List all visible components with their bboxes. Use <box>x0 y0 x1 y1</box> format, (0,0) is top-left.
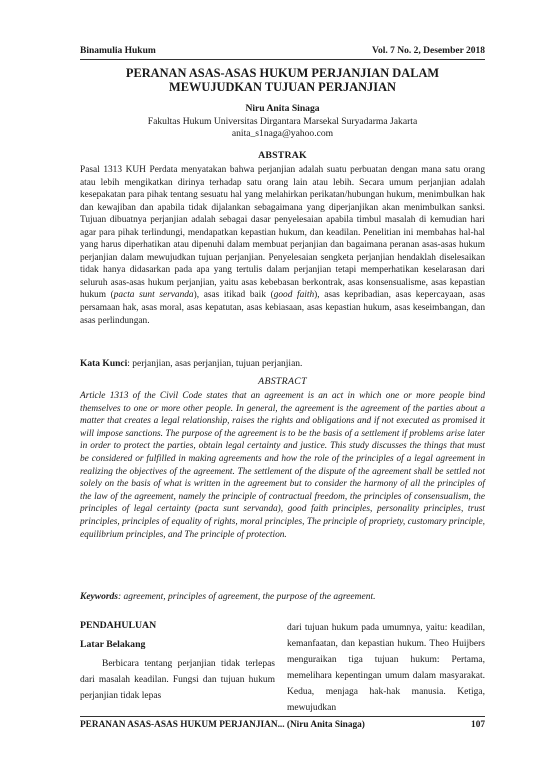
abstrak-heading: ABSTRAK <box>258 150 307 161</box>
journal-name: Binamulia Hukum <box>80 46 156 56</box>
article-title <box>80 66 485 94</box>
author-email: anita_s1naga@yahoo.com <box>231 128 334 139</box>
running-header <box>80 46 485 60</box>
abstrak-italic-1: pacta sunt servanda <box>113 290 194 301</box>
body-paragraph-right: dari tujuan hukum pada umumnya, yaitu: keadilan, kemanfaatan, dan kepastian hukum. Theo Huijbers menguraikan tiga tujuan hukum: Pertama, memelihara kepentingan umum dalam masyarakat. Kedua, menjaga hak-hak manusia. Ketiga, mewujudkan <box>287 623 485 714</box>
abstrak-part-1: Pasal 1313 KUH Perdata menyatakan bahwa perjanjian adalah suatu perbuatan dengan mana satu orang atau lebih mengikatkan dirinya terhadap satu orang lain atau lebih. Secara umum perjanjian adalah kesepakatan para pihak tentang sesuatu hal yang melahirkan perikatan/hubungan hukum, menimbulkan hak dan kewajiban dan apabila tidak dijalankan sebagaimana yang diperjanjikan akan menimbulkan sanksi. Tujuan dibuatnya perjanjian adalah sebagai dasar penyelesaian apabila timbul masalah di kemudian hari agar para pihak terlindungi, mendapatkan kepastian hukum, dan keadilan. Penelitian ini membahas hal-hal yang harus diperhatikan atau dipenuhi dalam membuat perjanjian dan bagaimana peranan asas-asas hukum perjanjian dalam mewujudkan tujuan perjanjian. Penyelesaian sengketa perjanjian hendaklah diselesaikan tidak hanya didasarkan pada apa yang tertulis dalam perjanjian tetapi memperhatikan keselarasan dari seluruh asas-asas hukum perjanjian, yaitu asas kebebasan berkontrak, asas konsensualisme, asas kepastian hukum ( <box>80 165 485 301</box>
keywords <box>80 592 485 602</box>
abstrak-text <box>80 164 485 327</box>
body-paragraph-left: Berbicara tentang perjanjian tidak terlepas dari masalah keadilan. Fungsi dan tujuan hukum perjanjian tidak lepas <box>80 659 275 701</box>
kata-kunci-text: : perjanjian, asas perjanjian, tujuan perjanjian. <box>127 359 303 369</box>
journal-issue: Vol. 7 No. 2, Desember 2018 <box>372 46 485 56</box>
subsection-heading: Latar Belakang <box>80 639 146 650</box>
abstract-heading: ABSTRACT <box>258 376 307 387</box>
kata-kunci-label: Kata Kunci <box>80 359 128 369</box>
body-column-left <box>80 620 275 704</box>
abstract-text: Article 1313 of the Civil Code states that an agreement is an act in which one or more people bind themselves to one or more other people. In general, the agreement is the agreement of the parties about a matter that creates a legal relationship, raises the rights and obligations and if not executed as promised it will impose sanctions. The purpose of the agreement is to be the basis of a settlement if problems arise later in order to protect the parties, obtain legal certainty and justice. This study discusses the things that must be considered or fulfilled in making agreements and how the role of the principles of a legal agreement in realizing the objectives of the agreement. The settlement of the dispute of the agreement shall be settled not solely on the basis of what is written in the agreement but to consider the harmony of all the principles of the law of the agreement, namely the principle of contractual freedom, the principles of consensualism, the principles of legal certainty (pacta sunt servanda), good faith principles, personality principles, trust principles, principles of equality of rights, moral principles, The principle of propriety, customary principle, equilibrium principles, and The principle of protection. <box>80 391 485 540</box>
keywords-label: Keywords <box>80 592 118 602</box>
abstrak-part-2: ), asas itikad baik ( <box>193 290 274 301</box>
page-number: 107 <box>471 720 485 730</box>
running-footer <box>80 716 485 732</box>
author-name: Niru Anita Sinaga <box>245 103 320 114</box>
affiliation-text: Fakultas Hukum Universitas Dirgantara Marsekal Suryadarma Jakarta <box>147 116 418 127</box>
section-heading: PENDAHULUAN <box>80 620 157 631</box>
abstrak-italic-2: good faith <box>273 290 315 301</box>
keywords-text: : agreement, principles of agreement, the purpose of the agreement. <box>118 592 376 602</box>
body-column-right <box>287 620 485 717</box>
abstrak-part-3: ), asas kepribadian, asas kepercayaan, asas persamaan hak, asas moral, asas kepatutan, asas kebiasaan, asas kepastian hukum, asas keseimbangan, dan asas perlindungan. <box>80 290 485 326</box>
title-line-1: PERANAN ASAS-ASAS HUKUM PERJANJIAN DALAM <box>125 66 440 80</box>
author-affiliation <box>80 116 485 140</box>
footer-title: PERANAN ASAS-ASAS HUKUM PERJANJIAN... (Niru Anita Sinaga) <box>80 720 365 730</box>
kata-kunci <box>80 359 485 369</box>
title-line-2: MEWUJUDKAN TUJUAN PERJANJIAN <box>169 80 396 94</box>
